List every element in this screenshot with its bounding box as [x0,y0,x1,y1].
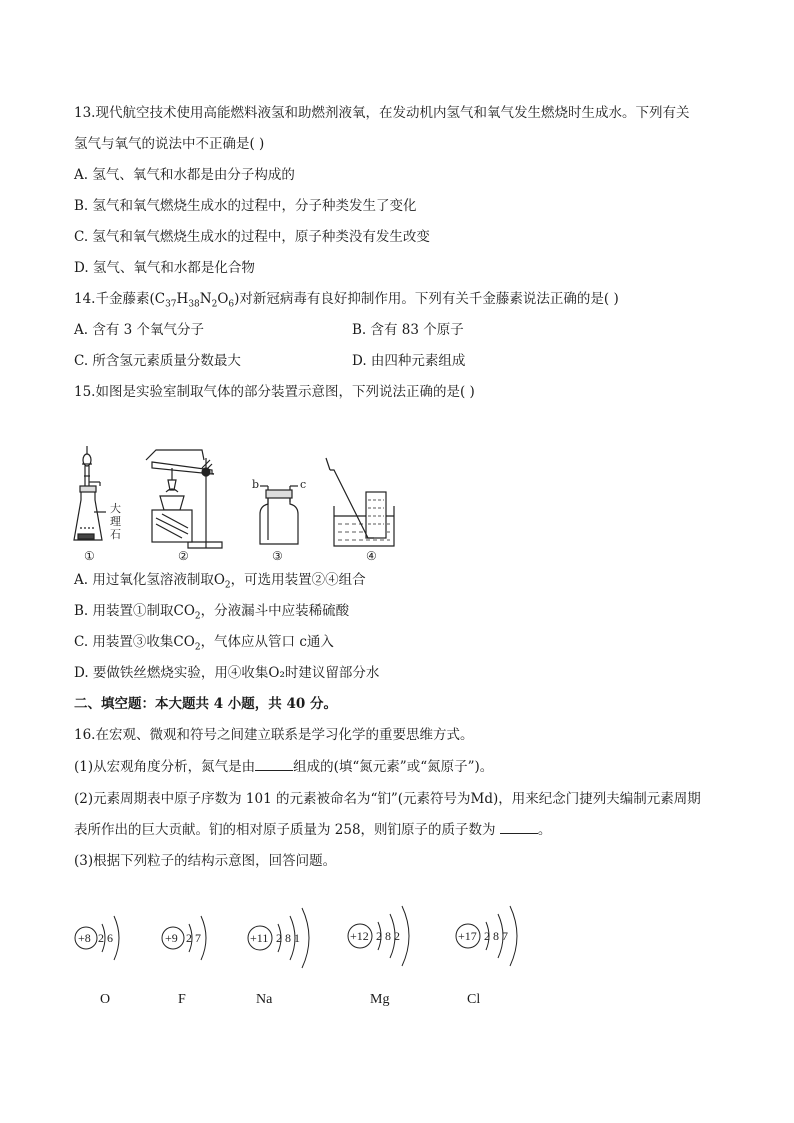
q14-option-a: A. 含有 3 个氧气分子 [74,322,205,338]
q16-part2-line1: (2)元素周期表中原子序数为 101 的元素被命名为“钔”(元素符号为Md)，用来纪念门捷列夫编制元素周期 [74,791,701,807]
section-2-heading: 二、填空题：本大题共 4 小题，共 40 分。 [74,696,337,712]
nucleus-na: +11 [250,931,269,945]
apparatus-4 [326,458,394,546]
q15-option-d: D. 要做铁丝燃烧实验，用④收集O₂时建议留部分水 [74,665,380,681]
q14-option-d: D. 由四种元素组成 [352,353,466,369]
apparatus-2 [146,450,222,548]
atom-label-cl: Cl [467,992,481,1007]
apparatus-3 [260,486,298,544]
atom-label-f: F [178,992,186,1007]
q16-part1: (1)从宏观角度分析，氮气是由 组成的(填“氮元素”或“氮原子”)。 [74,759,494,775]
shells-mg: 2 8 2 [376,929,400,943]
q13-stem-line2: 氢气与氧气的说法中不正确是( ) [74,136,265,152]
atomic-structure-diagrams [70,880,550,990]
label-tube-b: b [252,478,260,491]
label-apparatus-2: ② [178,549,189,563]
q15-stem: 15.如图是实验室制取气体的部分装置示意图，下列说法正确的是( ) [74,384,475,400]
label-apparatus-4: ④ [366,549,377,563]
q14-stem: 14.千金藤素$(C_{37}H_{38}N_2O_6)$对新冠病毒有良好抑制作用。下列有关千金藤素说法正确的是( ) [74,291,619,310]
nucleus-cl: +17 [458,929,477,943]
label-apparatus-1: ① [84,549,95,563]
nucleus-o: +8 [78,931,91,945]
q14-option-b: B. 含有 83 个原子 [352,322,464,338]
q16-stem: 16.在宏观、微观和符号之间建立联系是学习化学的重要思维方式。 [74,727,474,743]
q15-option-a: A. 用过氧化氢溶液制取$O_2$，可选用装置②④组合 [74,572,366,591]
q13-option-b: B. 氢气和氧气燃烧生成水的过程中，分子种类发生了变化 [74,198,417,214]
atom-label-mg: Mg [370,992,390,1007]
shells-cl: 2 8 7 [484,929,508,943]
q13-option-d: D. 氢气、氧气和水都是化合物 [74,260,255,276]
atom-label-na: Na [256,992,273,1007]
nucleus-mg: +12 [350,929,369,943]
label-marble-3: 石 [110,528,121,541]
q16-part2-line2: 表所作出的巨大贡献。钔的相对原子质量为 258，则钔原子的质子数为 。 [74,822,552,838]
q13-stem-line1: 13.现代航空技术使用高能燃料液氢和助燃剂液氧，在发动机内氢气和氧气发生燃烧时生成水。下列有关 [74,105,690,121]
lab-apparatus-figure [72,440,402,566]
q15-option-c: C. 用装置③收集$CO_2$，气体应从管口 c通入 [74,634,334,653]
q13-option-c: C. 氢气和氧气燃烧生成水的过程中，原子种类没有发生改变 [74,229,430,245]
label-tube-c: c [300,478,307,491]
shells-na: 2 8 1 [276,931,300,945]
label-marble-2: 理 [110,515,121,528]
q15-option-b: B. 用装置①制取$CO_2$，分液漏斗中应装稀硫酸 [74,603,350,622]
answer-blank[interactable] [255,758,293,771]
shells-o: 2 6 [98,931,113,945]
nucleus-f: +9 [165,931,178,945]
q16-part3: (3)根据下列粒子的结构示意图，回答问题。 [74,853,337,869]
q13-option-a: A. 氢气、氧气和水都是由分子构成的 [74,167,295,183]
q14-option-c: C. 所含氢元素质量分数最大 [74,353,241,369]
label-marble-1: 大 [110,502,121,515]
atom-label-o: O [100,992,111,1007]
shells-f: 2 7 [186,931,201,945]
answer-blank[interactable] [500,821,538,834]
apparatus-1 [74,446,106,540]
label-apparatus-3: ③ [272,549,283,563]
